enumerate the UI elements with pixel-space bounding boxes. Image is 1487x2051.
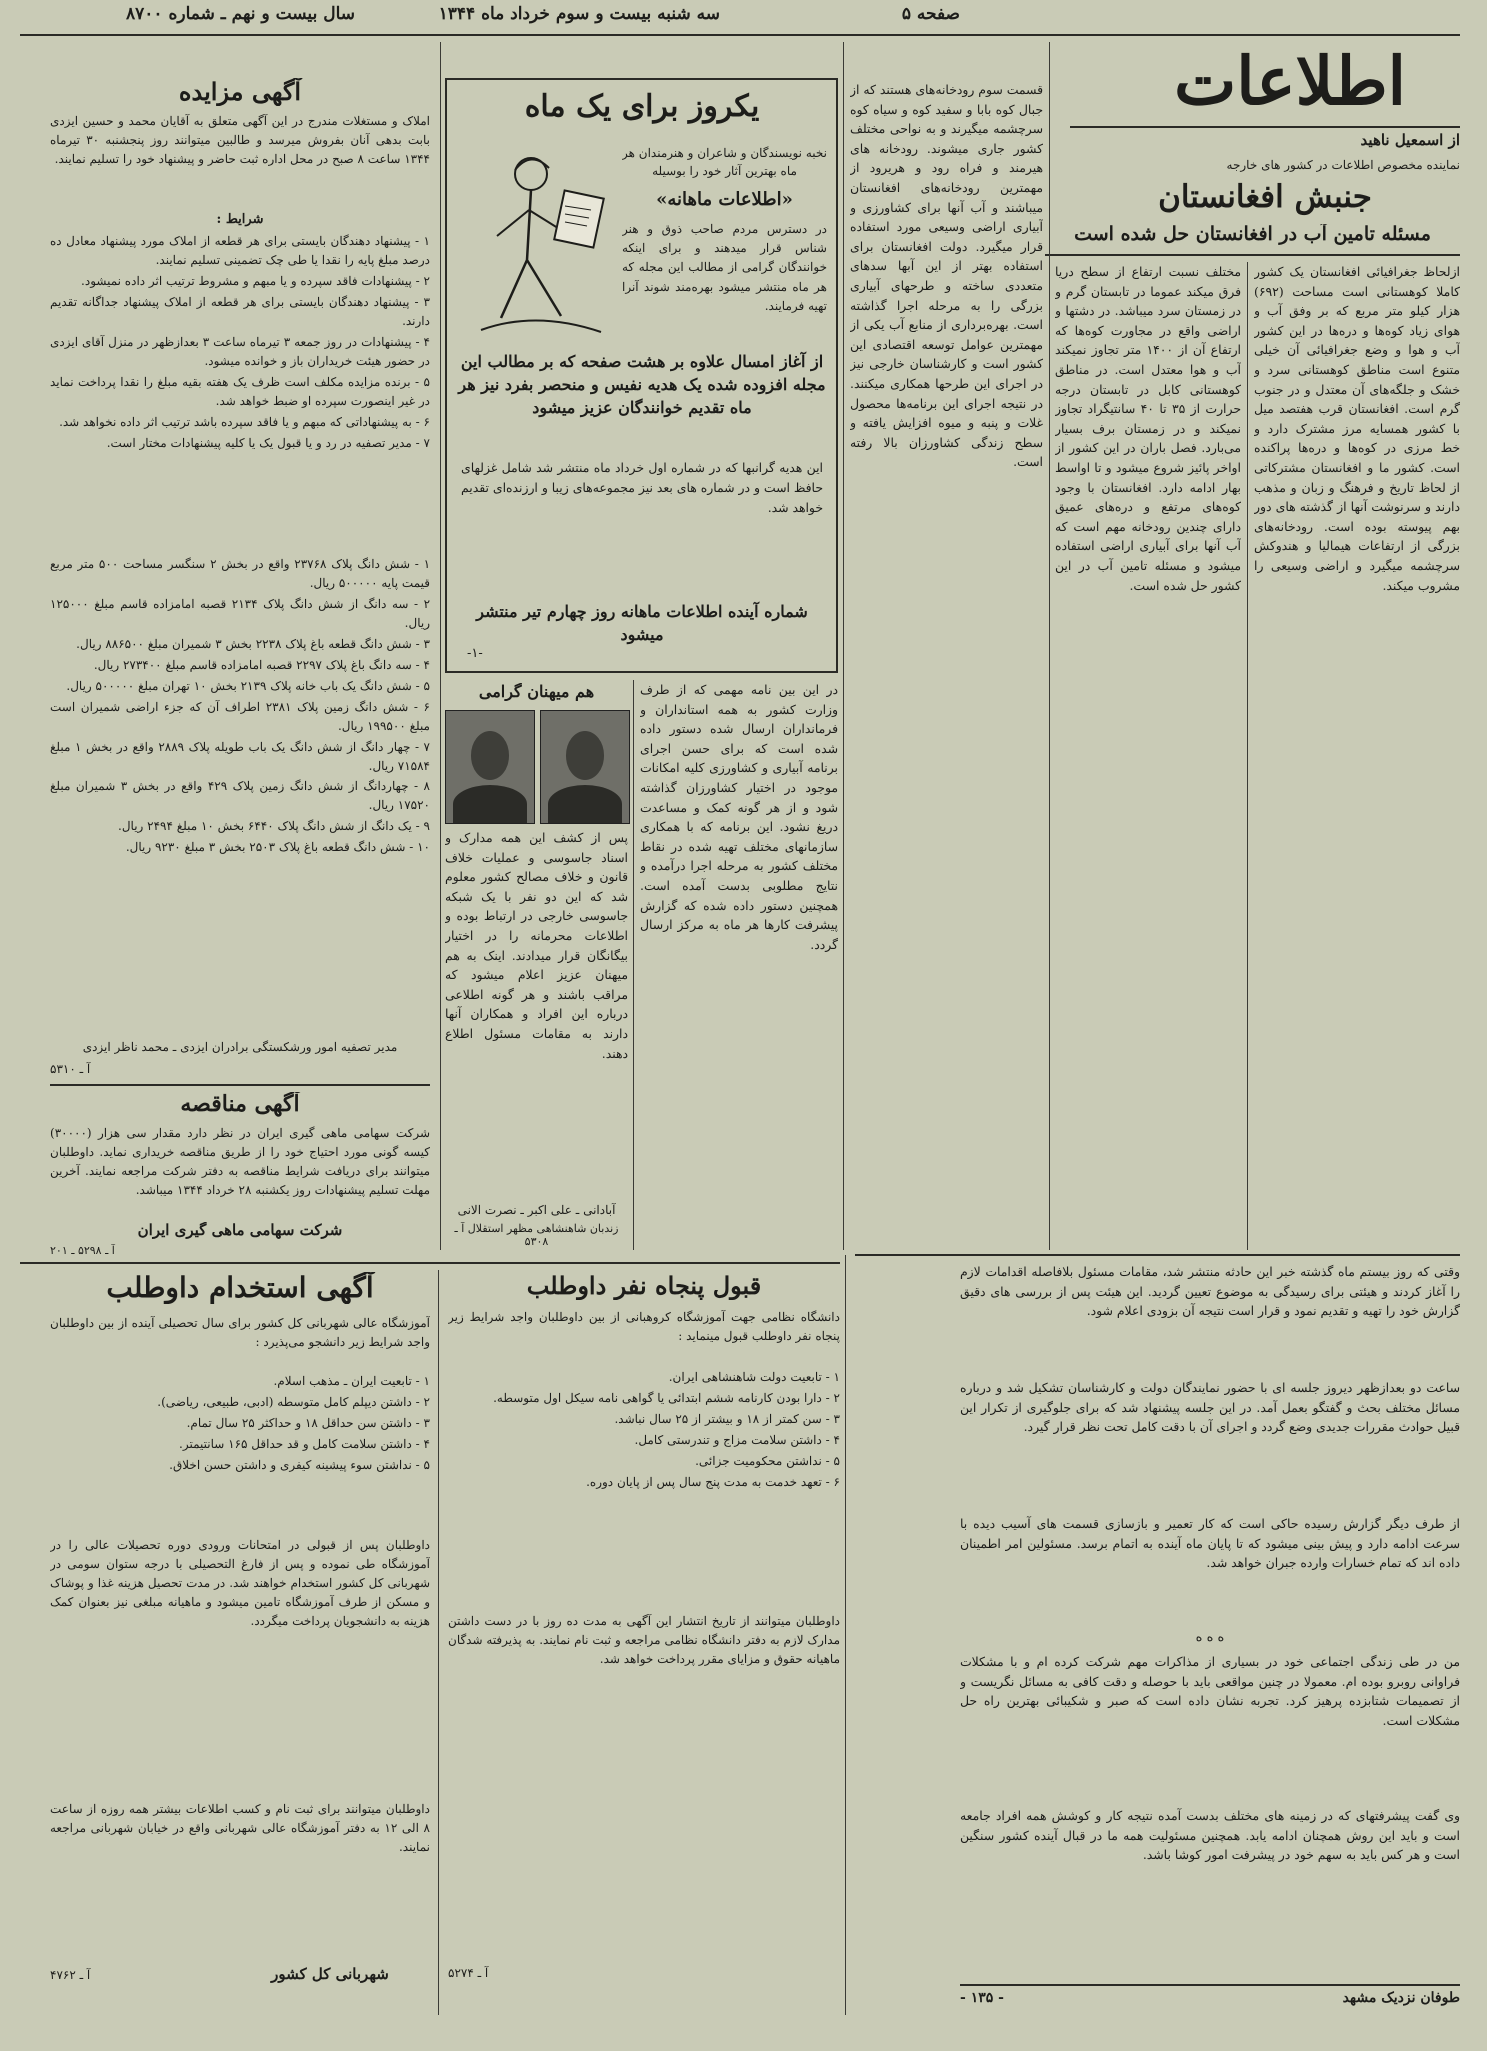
middle-text: در این بین نامه مهمی که از طرف وزارت کشور به همه استانداران و فرمانداران ارسال شده دستور داده شده است که برای حسن اجرای برنامه آبیاری و کشاورزی کلیه امکانات موجود در اختیار کشاورزان گذاشته شود و از هر گونه کمک و مساعدت دریغ نشود. این برنامه که با همکاری سازمانهای مختلف تهیه شده در نقاط مختلف کشور به مرحله اجرا درآمده و نتایج مطلوبی بدست آمده است. همچنین دستور داده شده که گزارش پیشرفت کارها هر ماه به مرکز ارسال گردد. [640,682,838,952]
list-item: ۶ - شش دانگ زمین پلاک ۲۳۸۱ اطراف آن که جزء اراضی شمیران است مبلغ ۱۹۹۵۰۰ ریال. [50,699,430,733]
list-item: ۷ - مدیر تصفیه در رد و یا قبول یک یا کلیه پیشنهادات مختار است. [106,435,430,450]
recruit-signer: شهربانی کل کشور [271,1966,389,1983]
promo-code: -۱- [467,646,483,661]
recruit-details: داوطلبان پس از قبولی در امتحانات ورودی دوره تحصیلات عالی را در آموزشگاه طی نموده و پس از فارغ التحصیلی با درجه ستوان سومی در شهربانی کل کشور استخدام خواهند شد. در مدت تحصیل هزینه غذا و پوشاک و مسکن از طرف آموزشگاه تامین میشود و ماهیانه مبلغی نیز بعنوان کمک هزینه به دانشجویان پرداخت میگردد. [50,1538,430,1628]
logo-rule [1070,126,1460,128]
list-item: ۴ - داشتن سلامت مزاج و تندرستی کامل. [634,1432,840,1447]
page-number: صفحه ۵ [901,4,960,24]
headline-afghanistan: جنبش افغانستان [1158,180,1372,215]
list-item: ۲ - داشتن دیپلم کامل متوسطه (ادبی، طبیعی، ریاضی). [157,1394,430,1409]
news-text-2: ساعت دو بعدازظهر دیروز جلسه ای با حضور نمایندگان دولت و کارشناسان تشکیل شد و درباره مسائل مختلف بحث و گفتگو بعمل آمد. در این جلسه پیشنهاد شد که برای جلوگیری از تکرار این قبیل حوادث مقررات جدیدی وضع گردد و اجرای آن با دقت کامل تحت نظر قرار گیرد. [960,1380,1460,1435]
column-rule [843,42,844,1250]
column-rule [1049,42,1050,1250]
news-divider: ه ه ه [1195,1630,1225,1645]
promo-box [445,78,838,673]
list-item: ۲ - دارا بودن کارنامه ششم ابتدائی یا گواهی نامه سیکل اول متوسطه. [493,1390,840,1405]
news-text-3: از طرف دیگر گزارش رسیده حاکی است که کار تعمیر و بازسازی قسمت های آسیب دیده با سرعت ادامه دارد و پیش بینی میشود که تا پایان ماه آینده به اتمام برسد. مسئولین امر اطمینان داده اند که تمام خسارات وارده جبران خواهد شد. [960,1516,1460,1571]
issue-date: سه شنبه بیست و سوم خرداد ماه ۱۳۴۴ [438,4,720,24]
promo-intro: نخبه نویسندگان و شاعران و هنرمندان هر ماه بهترین آثار خود را بوسیله [622,146,827,178]
portrait-photo-left [445,710,535,824]
auction-properties [50,555,430,1035]
list-item: ۱۰ - شش دانگ قطعه باغ پلاک ۲۵۰۳ بخش ۳ مبلغ ۹۲۳۰ ریال. [125,840,430,855]
auction-code: آ ـ ۵۳۱۰ [50,1062,91,1076]
list-item: ۲ - سه دانگ از شش دانگ پلاک ۲۱۳۴ قصبه امامزاده قاسم مبلغ ۱۲۵۰۰۰ ریال. [50,596,430,630]
column-rule [633,680,634,1250]
tender-signer: شرکت سهامی ماهی گیری ایران [137,1222,343,1239]
promo-bold: از آغاز امسال علاوه بر هشت صفحه که بر مطالب این مجله افزوده شده یک هدیه نفیس و منحصر بفرد نیز هر ماه تقدیم خوانندگان عزیز میشود [458,352,826,418]
section-rule [50,1084,430,1086]
list-item: ۳ - سن کمتر از ۱۸ و بیشتر از ۲۵ سال نباشد. [614,1411,840,1426]
afghanistan-col2: مختلف نسبت ارتفاع از سطح دریا فرق میکند عموما در تابستان گرم و در زمستان سرد میباشد. در دشتها و اراضی واقع در مجاورت کوه‌ها که ارتفاع آن از ۱۴۰۰ متر تجاوز نمیکند آب و هوا معتدل است. در مناطق کوهستانی کابل در تابستان درجه حرارت از ۳۵ تا ۴۰ سانتیگراد تجاوز نمیکند و در زمستان برف بسیار می‌بارد. فصل باران در این کشور از اواخر پائیز شروع میشود و تا اواسط بهار ادامه دارد. افغانستان با وجود کوه‌های مرتفع و دره‌های عمیق دارای چندین رودخانه مهم است که آب آنها برای آبیاری اراضی استفاده میشود و مسئله تامین آب در این کشور حل شده است. [1055,264,1241,593]
subhead-afghanistan: مسئله تامین آب در افغانستان حل شده است [1074,224,1431,245]
list-item: ۶ - به پیشنهاداتی که مبهم و یا فاقد سپرده باشد ترتیب اثر داده نخواهد شد. [59,414,430,429]
auction-conditions [50,232,430,552]
list-item: ۴ - سه دانگ باغ پلاک ۲۲۹۷ قصبه امامزاده قاسم مبلغ ۲۷۳۴۰۰ ریال. [93,657,430,672]
section-rule [20,1262,840,1264]
compatriots-text: پس از کشف این همه مدارک و اسناد جاسوسی و عملیات خلاف قانون و خلاف مصالح کشور معلوم شد که این دو نفر با یک شبکه جاسوسی خارجی در ارتباط بوده و اطلاعات محرمانه را در اختیار بیگانگان قرار میدادند. اینک به هم میهنان عزیز اعلام میشود که مراقب باشند و هر گونه اطلاعی درباره این افراد و همکاران آنها دارند به مقامات مسئول اطلاع دهند. [445,830,628,1061]
byline: از اسمعیل ناهید [1360,131,1460,149]
compatriots-title: هم میهنان گرامی [478,683,595,701]
recruit-title: آگهی استخدام داوطلب [106,1272,374,1304]
list-item: ۳ - پیشنهاد دهندگان بایستی برای هر قطعه از املاک پیشنهاد جداگانه تقدیم دارند. [50,294,430,328]
list-item: ۸ - چهاردانگ از شش دانگ زمین پلاک ۴۲۹ واقع در بخش ۳ شمیران مبلغ ۱۷۵۲۰ ریال. [50,779,430,813]
news-text-5: وی گفت پیشرفتهای که در زمینه های مختلف بدست آمده نتیجه کار و کوشش همه افراد جامعه است و باید این روش همچنان ادامه یابد. همچنین مسئولیت همه ما در قبال آینده کشور سنگین است و هر کس باید به سهم خود در پیشرفت امور کوشا باشد. [960,1808,1460,1863]
accept-code: آ ـ ۵۲۷۴ [448,1966,489,1980]
tender-text: شرکت سهامی ماهی گیری ایران در نظر دارد مقدار سی هزار (۳۰۰۰۰) کیسه گونی مورد احتیاج خود را از طریق مناقصه خریداری نماید. داوطلبان میتوانند برای دریافت شرایط مناقصه به دفتر شرکت مراجعه نمایند. آخرین مهلت تسلیم پیشنهادات روز یکشنبه ۲۸ خرداد ۱۳۴۴ میباشد. [50,1126,430,1197]
list-item: ۳ - شش دانگ قطعه باغ پلاک ۲۲۳۸ بخش ۳ شمیران مبلغ ۸۸۶۵۰۰ ریال. [76,636,430,651]
newspaper-logo: اطلاعات [1174,48,1406,120]
news-footer-code: - ۱۳۵ - [960,1990,1004,2006]
section-rule [960,1984,1460,1986]
column-rule [438,1270,439,2015]
promo-gift: این هدیه گرانبها که در شماره اول خرداد ماه منتشر شد شامل غزلهای حافظ است و در شماره های بعد نیز مجموعه‌های زیبا و ارزنده‌ای تقدیم خواهد شد. [461,460,823,515]
auction-conditions-title: شرایط : [216,212,264,227]
accept-conditions [448,1368,840,1608]
list-item: ۱ - پیشنهاد دهندگان بایستی برای هر قطعه از املاک مورد پیشنهاد معادل ده درصد مبلغ پایه را نقدا یا طی چک تضمینی تسلیم نمایند. [50,234,430,267]
reader-sketch [461,140,611,340]
subhead-rule [1045,254,1460,256]
list-item: ۲ - پیشنهادات فاقد سپرده و یا مبهم و مشروط ترتیب اثر داده نمیشود. [81,273,430,288]
column-3-text: قسمت سوم رودخانه‌های هستند که از جبال کوه بابا و سفید کوه و سیاه کوه سرچشمه میگیرند و به نواحی مختلف کشور جاری میشوند. رودخانه های هیرمند و فراه رود و هریرود از مهمترین رودخانه‌های افغانستان میباشند و آب آنها برای کشاورزی و آبیاری اراضی وسیعی مورد استفاده قرار میگیرد. دولت افغانستان برای استفاده بهتر از این آبها سدهای متعددی ساخته و طرحهای آبیاری بزرگی را به مرحله اجرا گذاشته است. بهره‌برداری از منابع آب یکی از مهمترین عوامل توسعه اقتصادی این کشور است و کارشناسان خارجی نیز در اجرای این طرحها همکاری میکنند. در نتیجه اجرای این برنامه‌ها محصول غلات و پنبه و میوه افزایش یافته و سطح زندگی کشاورزان بالا رفته است. [850,82,1043,470]
list-item: ۴ - پیشنهادات در روز جمعه ۳ تیرماه ساعت ۳ بعدازظهر در منزل آقای ایزدی در حضور هیئت خریداران باز و خوانده میشود. [50,334,430,368]
list-item: ۱ - تابعیت ایران ـ مذهب اسلام. [273,1374,430,1388]
compatriots-sign: زندبان شاهنشاهی مظهر استقلال آ ـ ۵۳۰۸ [454,1222,619,1248]
news-footer-title: طوفان نزدیک مشهد [1342,1990,1460,2006]
news-text-1: وقتی که روز بیستم ماه گذشته خبر این حادثه منتشر شد، مقامات مسئول بلافاصله اقدامات لازم را آغاز کردند و هیئتی برای رسیدگی به موضوع تعیین گردید. این هیئت پس از بررسی های دقیق گزارش خود را تهیه و تقدیم نمود و قرار است نتیجه آن بزودی اعلام شود. [960,1264,1460,1319]
list-item: ۵ - نداشتن سوء پیشینه کیفری و داشتن حسن اخلاق. [169,1457,430,1472]
tender-code: آ ـ ۵۲۹۸ ـ ۲۰۱ [50,1244,115,1257]
auction-footer: مدیر تصفیه امور ورشکستگی برادران ایزدی ـ محمد ناظر ایزدی [82,1040,398,1054]
list-item: ۵ - برنده مزایده مکلف است ظرف یک هفته بقیه مبلغ را نقدا پرداخت نماید در غیر اینصورت سپرده او ضبط خواهد شد. [50,374,430,408]
tender-title: آگهی مناقصه [180,1092,300,1117]
recruit-registration: داوطلبان میتوانند برای ثبت نام و کسب اطلاعات بیشتر همه روزه از ساعت ۸ الی ۱۲ به دفتر آموزشگاه عالی شهربانی واقع در خیابان شهربانی مراجعه نمایند. [50,1802,430,1854]
recruit-code: آ ـ ۴۷۶۲ [50,1968,91,1982]
list-item: ۹ - یک دانگ از شش دانگ پلاک ۶۴۴۰ بخش ۱۰ مبلغ ۲۴۹۴ ریال. [118,819,430,834]
accept-title: قبول پنجاه نفر داوطلب [526,1272,762,1300]
list-item: ۱ - شش دانگ پلاک ۲۳۷۶۸ واقع در بخش ۲ سنگسر مساحت ۵۰۰ متر مربع قیمت پایه ۵۰۰۰۰۰ ریال. [50,557,430,590]
column-rule [845,1255,846,2015]
portrait-photo-right [540,710,630,824]
magazine-name: «اطلاعات ماهانه» [656,190,793,210]
promo-headline: یکروز برای یک ماه [524,90,760,124]
promo-next-issue: شماره آینده اطلاعات ماهانه روز چهارم تیر منتشر میشود [476,602,808,645]
column-rule [1247,262,1248,1250]
section-rule [855,1254,1460,1256]
list-item: ۱ - تابعیت دولت شاهنشاهی ایران. [668,1370,840,1384]
column-rule [440,42,441,1250]
list-item: ۷ - چهار دانگ از شش دانگ یک باب طویله پلاک ۲۸۸۹ واقع در بخش ۱ مبلغ ۷۱۵۸۴ ریال. [50,739,430,773]
recruit-intro: آموزشگاه عالی شهربانی کل کشور برای سال تحصیلی آینده از بین داوطلبان واجد شرایط زیر دانشجو می‌پذیرد : [50,1316,430,1349]
afghanistan-col1: ازلحاظ جغرافیائی افغانستان یک کشور کاملا کوهستانی است مساحت (۶۹۲) هزار کیلو متر مربع که بر وفق آب و هوای زیاد کوه‌ها و دره‌ها در این کشور آب و هوا و وضع جغرافیائی آن خیلی متنوع است مناطق کوهستانی سرد و خشک و جلگه‌های آن معتدل و در جنوب گرم است. افغانستان قرب هفتصد میل با کشور همسایه مرز مشترک دارد و خط مرزی در کوه‌ها و دره‌ها پراکنده است. کشور ما و افغانستان مشترکاتی از لحاظ تاریخ و فرهنگ و زبان و مذهب دارند و سرنوشت آنها از گذشته های دور بهم پیوسته بوده است. رودخانه‌های بزرگی از ارتفاعات هیمالیا و هندوکش سرچشمه میگیرد و اراضی وسیعی را مشروب میکند. [1254,264,1460,593]
list-item: ۶ - تعهد خدمت به مدت پنج سال پس از پایان دوره. [586,1474,840,1489]
list-item: ۵ - نداشتن محکومیت جزائی. [695,1453,840,1468]
compatriots-caption: آبادانی ـ علی اکبر ـ نصرت الانی [457,1203,616,1217]
promo-desc: در دسترس مردم صاحب ذوق و هنر شناس قرار میدهند و برای اینکه خوانندگان گرامی از مطالب این مجله که هر ماه منتشر میشود بهره‌مند شوند آنرا تهیه فرمایند. [622,222,827,313]
accept-intro: دانشگاه نظامی جهت آموزشگاه کروهبانی از بین داوطلبان واجد شرایط زیر پنجاه نفر داوطلب قبول مینماید : [448,1310,840,1343]
kicker: نماینده مخصوص اطلاعات در کشور های خارجه [1226,158,1460,172]
accept-details: داوطلبان میتوانند از تاریخ انتشار این آگهی به مدت ده روز با در دست داشتن مدارک لازم به دفتر دانشگاه نظامی مراجعه و ثبت نام نمایند. به پذیرفته شدگان ماهیانه حقوق و مزایای مقرر پرداخت خواهد شد. [448,1614,840,1666]
year-issue: سال بیست و نهم ـ شماره ۸۷۰۰ [126,4,355,24]
masthead-rule [20,34,1460,36]
recruit-conditions [50,1372,430,1532]
list-item: ۵ - شش دانگ یک باب خانه پلاک ۲۱۳۹ بخش ۱۰ تهران مبلغ ۵۰۰۰۰۰ ریال. [66,678,430,693]
auction-title: آگهی مزایده [178,78,302,106]
auction-intro: املاک و مستغلات مندرج در این آگهی متعلق به آقایان محمد و حسین ایزدی بابت بدهی آنان بفروش میرسد و طالبین میتوانند روز پنجشنبه ۳۰ تیرماه ۱۳۴۴ ساعت ۸ صبح در محل اداره ثبت حاضر و پیشنهاد خود را تسلیم نمایند. [50,114,430,166]
list-item: ۳ - داشتن سن حداقل ۱۸ و حداکثر ۲۵ سال تمام. [186,1415,430,1430]
news-text-4: من در طی زندگی اجتماعی خود در بسیاری از مذاکرات مهم شرکت کرده ام و با مشکلات فراوانی روبرو بوده ام. معمولا در چنین مواقعی باید با حوصله و دقت کافی به مسائل نگریست و از تصمیمات شتابزده پرهیز کرد. تجربه نشان داده است که صبر و شکیبائی بهترین راه حل مشکلات است. [960,1654,1460,1728]
list-item: ۴ - داشتن سلامت کامل و قد حداقل ۱۶۵ سانتیمتر. [179,1436,430,1451]
